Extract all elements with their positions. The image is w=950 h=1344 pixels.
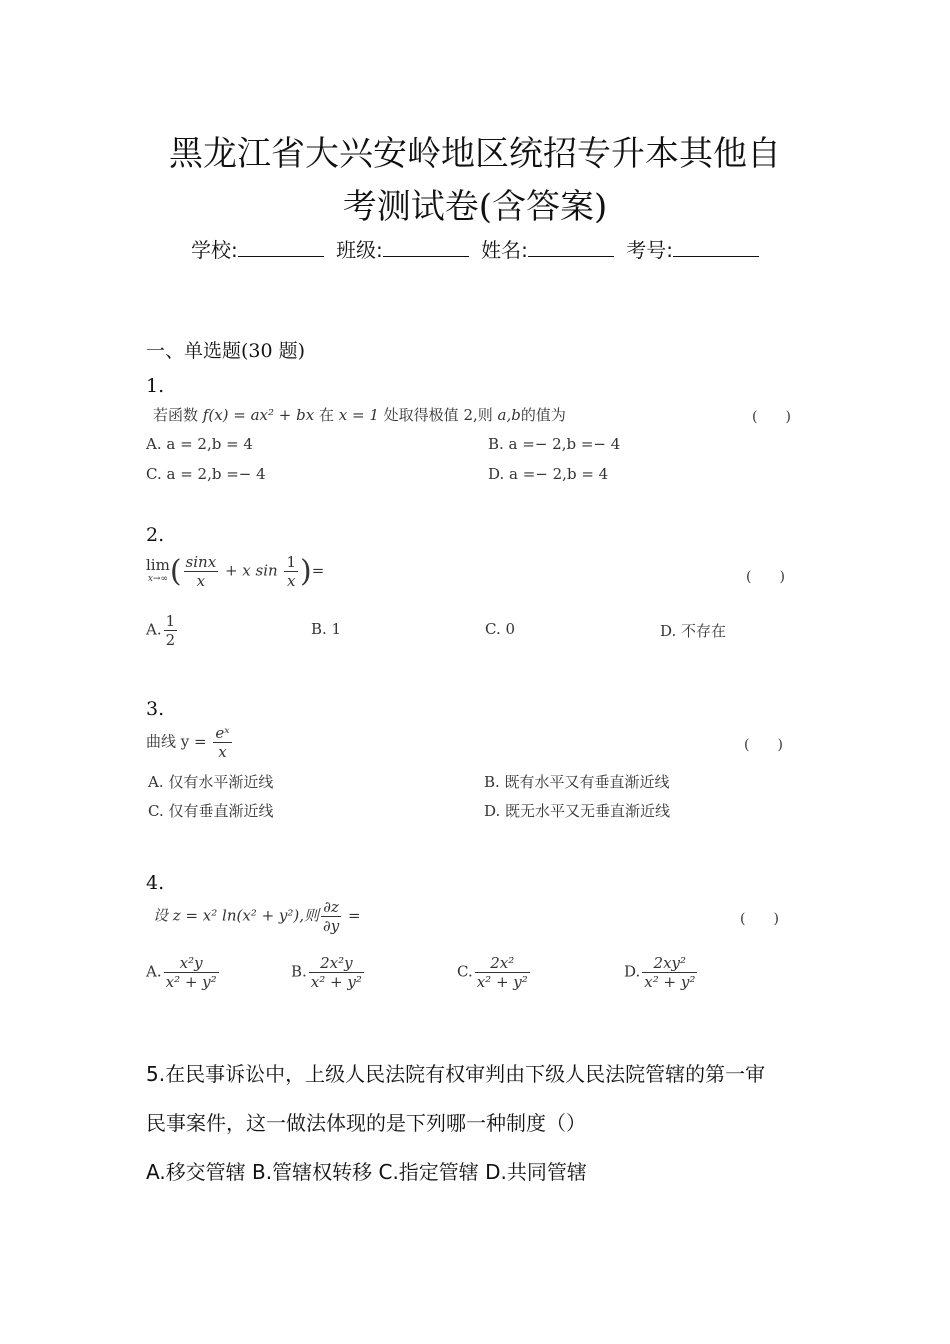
question-3-number: 3.	[146, 698, 165, 720]
exam-number-field[interactable]: 考号:	[626, 234, 759, 263]
question-4-number: 4.	[146, 872, 165, 894]
title-line-2: 考测试卷(含答案)	[342, 187, 608, 227]
question-1-option-b[interactable]: B. a =− 2,b =− 4	[488, 435, 621, 453]
question-4-option-b[interactable]: B. $\frac{\text{2x²y}}{\text{x² + y²}}$	[291, 954, 362, 991]
class-field[interactable]: 班级:	[336, 234, 469, 263]
question-2-option-a[interactable]: A. $\frac{1}{2}$	[146, 612, 176, 649]
question-2-stem: lim x→∞ ( $\frac{\sin x}{x}$ + x sin $\frac{1}{x}$ )=	[146, 553, 325, 590]
question-4-answer-paren: ( )	[740, 911, 779, 927]
question-3-option-c[interactable]: C. 仅有垂直渐近线	[148, 802, 274, 820]
question-1-number: 1.	[146, 375, 165, 397]
section-heading: 一、单选题(30 题)	[146, 340, 306, 362]
question-4-option-c[interactable]: C. $\frac{\text{2x²}}{\text{x² + y²}}$	[457, 954, 528, 991]
question-5-options[interactable]: A.移交管辖 B.管辖权转移 C.指定管辖 D.共同管辖	[146, 1160, 587, 1184]
question-2-answer-paren: ( )	[746, 569, 785, 585]
question-5-line-2: 民事案件，这一做法体现的是下列哪一种制度（）	[146, 1111, 586, 1135]
question-2-option-b[interactable]: B. 1	[311, 620, 342, 638]
limit-operator: lim x→∞	[146, 555, 170, 584]
question-3-option-a[interactable]: A. 仅有水平渐近线	[148, 773, 274, 791]
question-1-stem: 若函数 f(x) = ax² + bx 在 x = 1 处取得极值 2,则 a,b的值为	[153, 406, 566, 424]
question-1-option-d[interactable]: D. a =− 2,b = 4	[488, 465, 609, 483]
question-3-option-b[interactable]: B. 既有水平又有垂直渐近线	[484, 773, 670, 791]
question-3-answer-paren: ( )	[744, 737, 783, 753]
question-1-answer-paren: ( )	[752, 409, 791, 425]
question-2-option-c[interactable]: C. 0	[485, 620, 516, 638]
question-4-stem: 设 z = x² ln(x² + y²),则 $\frac{\partial z}{\partial y}$ =	[153, 898, 361, 935]
question-3-stem: 曲线 y = $\frac{\text{eˣ}}{x}$	[146, 724, 230, 761]
student-info-fields	[0, 234, 950, 263]
school-field[interactable]: 学校:	[191, 234, 324, 263]
question-3-option-d[interactable]: D. 既无水平又无垂直渐近线	[484, 802, 671, 820]
question-1-option-a[interactable]: A. a = 2,b = 4	[146, 435, 253, 453]
question-4-option-a[interactable]: A. $\frac{\text{x²y}}{\text{x² + y²}}$	[146, 954, 217, 991]
title-line-1: 黑龙江省大兴安岭地区统招专升本其他自	[169, 134, 781, 174]
question-4-option-d[interactable]: D. $\frac{\text{2xy²}}{\text{x² + y²}}$	[624, 954, 696, 991]
name-field[interactable]: 姓名:	[481, 234, 614, 263]
question-2-number: 2.	[146, 524, 165, 546]
question-1-option-c[interactable]: C. a = 2,b =− 4	[146, 465, 266, 483]
question-5-line-1: 5.在民事诉讼中，上级人民法院有权审判由下级人民法院管辖的第一审	[146, 1062, 766, 1086]
question-2-option-d[interactable]: D. 不存在	[660, 622, 727, 640]
